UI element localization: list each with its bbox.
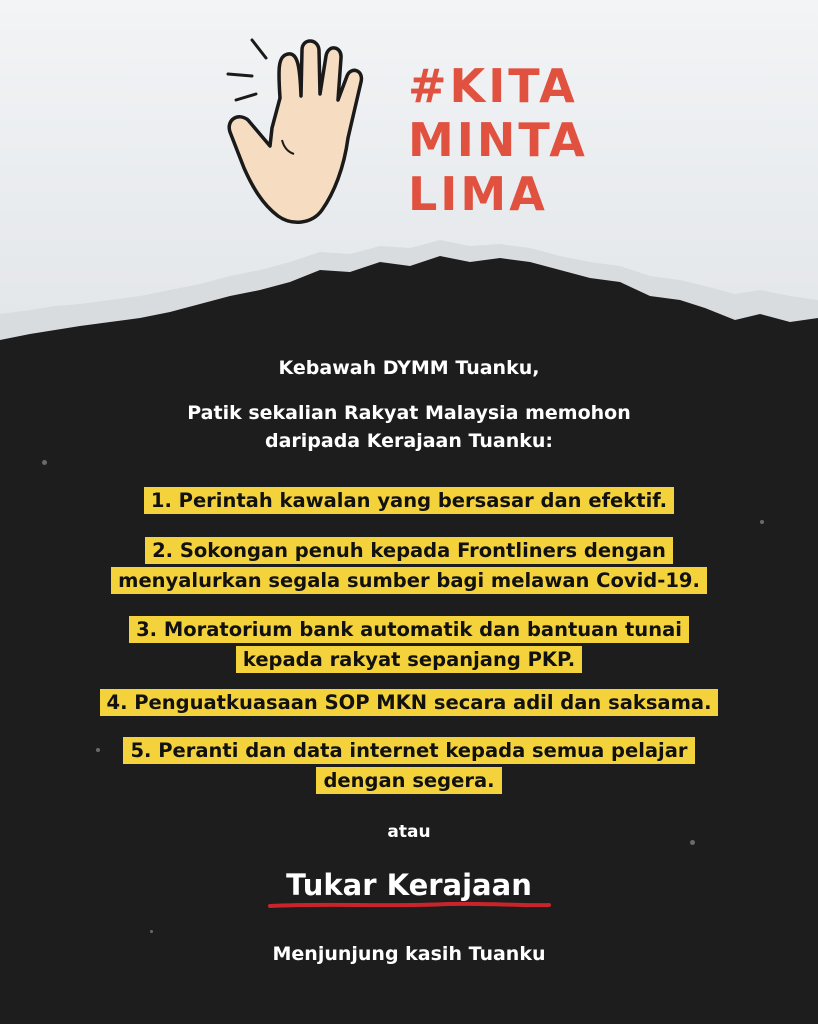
demand-3 [0, 615, 818, 675]
demand-2 [0, 536, 818, 596]
alternative-text [0, 868, 818, 902]
demand-4-line-1: 4. Penguatkuasaan SOP MKN secara adil dan saksama. [100, 689, 719, 716]
hashtag-line-2: MINTA [408, 113, 588, 167]
demand-1 [0, 486, 818, 516]
demand-2-line-2: menyalurkan segala sumber bagi melawan Covid-19. [111, 567, 707, 594]
alternative-label: Tukar Kerajaan [286, 868, 532, 902]
demand-1-line-1: 1. Perintah kawalan yang bersasar dan efektif. [144, 487, 674, 514]
demand-3-line-2: kepada rakyat sepanjang PKP. [236, 646, 582, 673]
demand-2-line-1: 2. Sokongan penuh kepada Frontliners dengan [145, 537, 673, 564]
red-underline [268, 901, 551, 909]
closing-text: Menjunjung kasih Tuanku [272, 943, 546, 965]
hashtag-title [402, 58, 622, 218]
raised-hand-icon [222, 28, 382, 233]
demand-5 [0, 736, 818, 796]
speck [760, 520, 764, 524]
intro-line-2: daripada Kerajaan Tuanku: [264, 430, 554, 452]
or-text: atau [387, 822, 431, 842]
speck [42, 460, 47, 465]
salutation: Kebawah DYMM Tuanku, [278, 357, 540, 379]
hashtag-line-3: LIMA [408, 167, 548, 218]
demand-3-line-1: 3. Moratorium bank automatik dan bantuan tunai [129, 616, 689, 643]
demand-4 [0, 688, 818, 718]
speck [150, 930, 153, 933]
hashtag-line-1: #KITA [408, 59, 578, 113]
demand-5-line-2: dengan segera. [316, 767, 501, 794]
demand-5-line-1: 5. Peranti dan data internet kepada semua pelajar [123, 737, 694, 764]
intro-line-1: Patik sekalian Rakyat Malaysia memohon [187, 402, 631, 424]
